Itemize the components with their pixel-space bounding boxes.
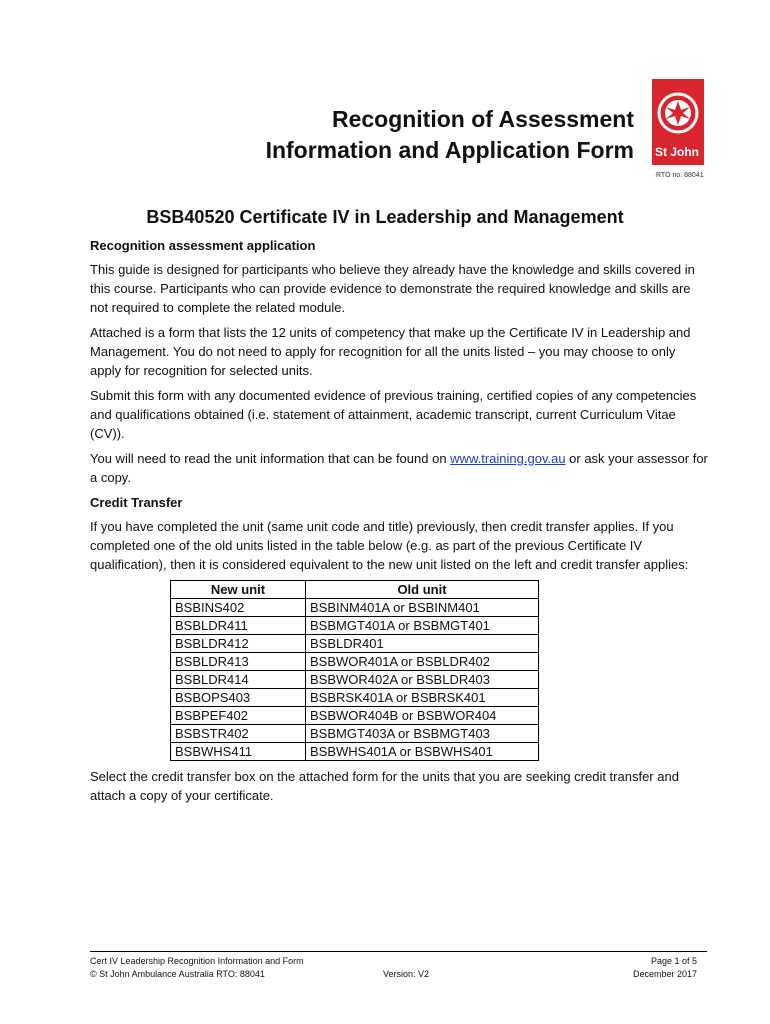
table-row: [171, 707, 539, 725]
old-unit-cell: BSBMGT401A or BSBMGT401: [306, 617, 539, 635]
intro-paragraph: This guide is designed for participants who believe they already have the knowledge and skills covered in this course. Participants who can provide evidence to demonstrate the required knowledge and skills are not required to complete the related module.: [90, 262, 695, 315]
training-gov-link[interactable]: www.training.gov.au: [450, 451, 566, 466]
new-unit-cell: BSBINS402: [171, 599, 306, 617]
evidence-paragraph: Submit this form with any documented evidence of previous training, certified copies of any competencies and qualifications obtained (i.e. statement of attainment, academic transcript, current Curriculum Vitae (CV)).: [90, 388, 697, 441]
new-unit-cell: BSBLDR413: [171, 653, 306, 671]
header-old-unit: Old unit: [306, 581, 539, 599]
old-unit-cell: BSBWOR402A or BSBLDR403: [306, 671, 539, 689]
footer-page-number: Page 1 of 5: [650, 956, 697, 966]
unit-info-paragraph: [90, 449, 710, 487]
footer-document-name: Cert IV Leadership Recognition Information and Form: [90, 956, 304, 966]
unit-equivalence-table: [170, 580, 539, 761]
old-unit-cell: BSBRSK401A or BSBRSK401: [306, 689, 539, 707]
old-unit-cell: BSBMGT403A or BSBMGT403: [306, 725, 539, 743]
logo-flag: [652, 79, 704, 165]
table-header-row: [171, 581, 539, 599]
old-unit-cell: BSBWOR404B or BSBWOR404: [306, 707, 539, 725]
course-title: BSB40520 Certificate IV in Leadership and Management: [146, 207, 624, 227]
footer-copyright: © St John Ambulance Australia RTO: 88041: [90, 969, 265, 979]
new-unit-cell: BSBLDR414: [171, 671, 306, 689]
logo-wordmark: St John: [655, 145, 699, 159]
footer-date: December 2017: [632, 969, 697, 979]
page-footer: [90, 951, 707, 981]
table-row: [171, 635, 539, 653]
document-body: [90, 236, 710, 811]
new-unit-cell: BSBOPS403: [171, 689, 306, 707]
table-row: [171, 725, 539, 743]
credit-transfer-heading: Credit Transfer: [90, 495, 183, 510]
table-row: [171, 653, 539, 671]
old-unit-cell: BSBINM401A or BSBINM401: [306, 599, 539, 617]
table-row: [171, 671, 539, 689]
footer-row-2: [90, 968, 707, 981]
units-paragraph: Attached is a form that lists the 12 units of competency that make up the Certificate IV in Leadership and Management. You do not need to apply for recognition for all the units listed – you may choose to only apply for recognition for selected units.: [90, 325, 691, 378]
new-unit-cell: BSBPEF402: [171, 707, 306, 725]
rto-number: RTO no. 88041: [656, 172, 704, 179]
new-unit-cell: BSBSTR402: [171, 725, 306, 743]
title-line-1: Recognition of Assessment: [331, 106, 634, 132]
new-unit-cell: BSBLDR412: [171, 635, 306, 653]
credit-instructions-paragraph: Select the credit transfer box on the attached form for the units that you are seeking credit transfer and attach a copy of your certificate.: [90, 769, 679, 803]
table-row: [171, 743, 539, 761]
header-new-unit: New unit: [171, 581, 306, 599]
table-row: [171, 689, 539, 707]
footer-version: Version: V2: [383, 969, 430, 979]
footer-row-1: [90, 955, 707, 968]
old-unit-cell: BSBWOR401A or BSBLDR402: [306, 653, 539, 671]
st-john-logo: [652, 79, 704, 183]
recognition-heading: Recognition assessment application: [90, 238, 316, 253]
old-unit-cell: BSBWHS401A or BSBWHS401: [306, 743, 539, 761]
new-unit-cell: BSBLDR411: [171, 617, 306, 635]
maltese-cross-icon: [652, 79, 704, 143]
credit-transfer-paragraph: If you have completed the unit (same unit code and title) previously, then credit transfer applies. If you completed one of the old units listed in the table below (e.g. as part of the previous Certificate IV qualification), then it is considered equivalent to the new unit listed on the left and credit transfer applies:: [90, 519, 689, 572]
table-row: [171, 617, 539, 635]
new-unit-cell: BSBWHS411: [171, 743, 306, 761]
unit-info-text-after: or ask your assessor for a copy.: [90, 451, 708, 485]
title-line-2: Information and Application Form: [265, 137, 634, 163]
old-unit-cell: BSBLDR401: [306, 635, 539, 653]
table-row: [171, 599, 539, 617]
document-title: [114, 104, 634, 166]
unit-info-text-before: You will need to read the unit information that can be found on: [90, 451, 451, 466]
